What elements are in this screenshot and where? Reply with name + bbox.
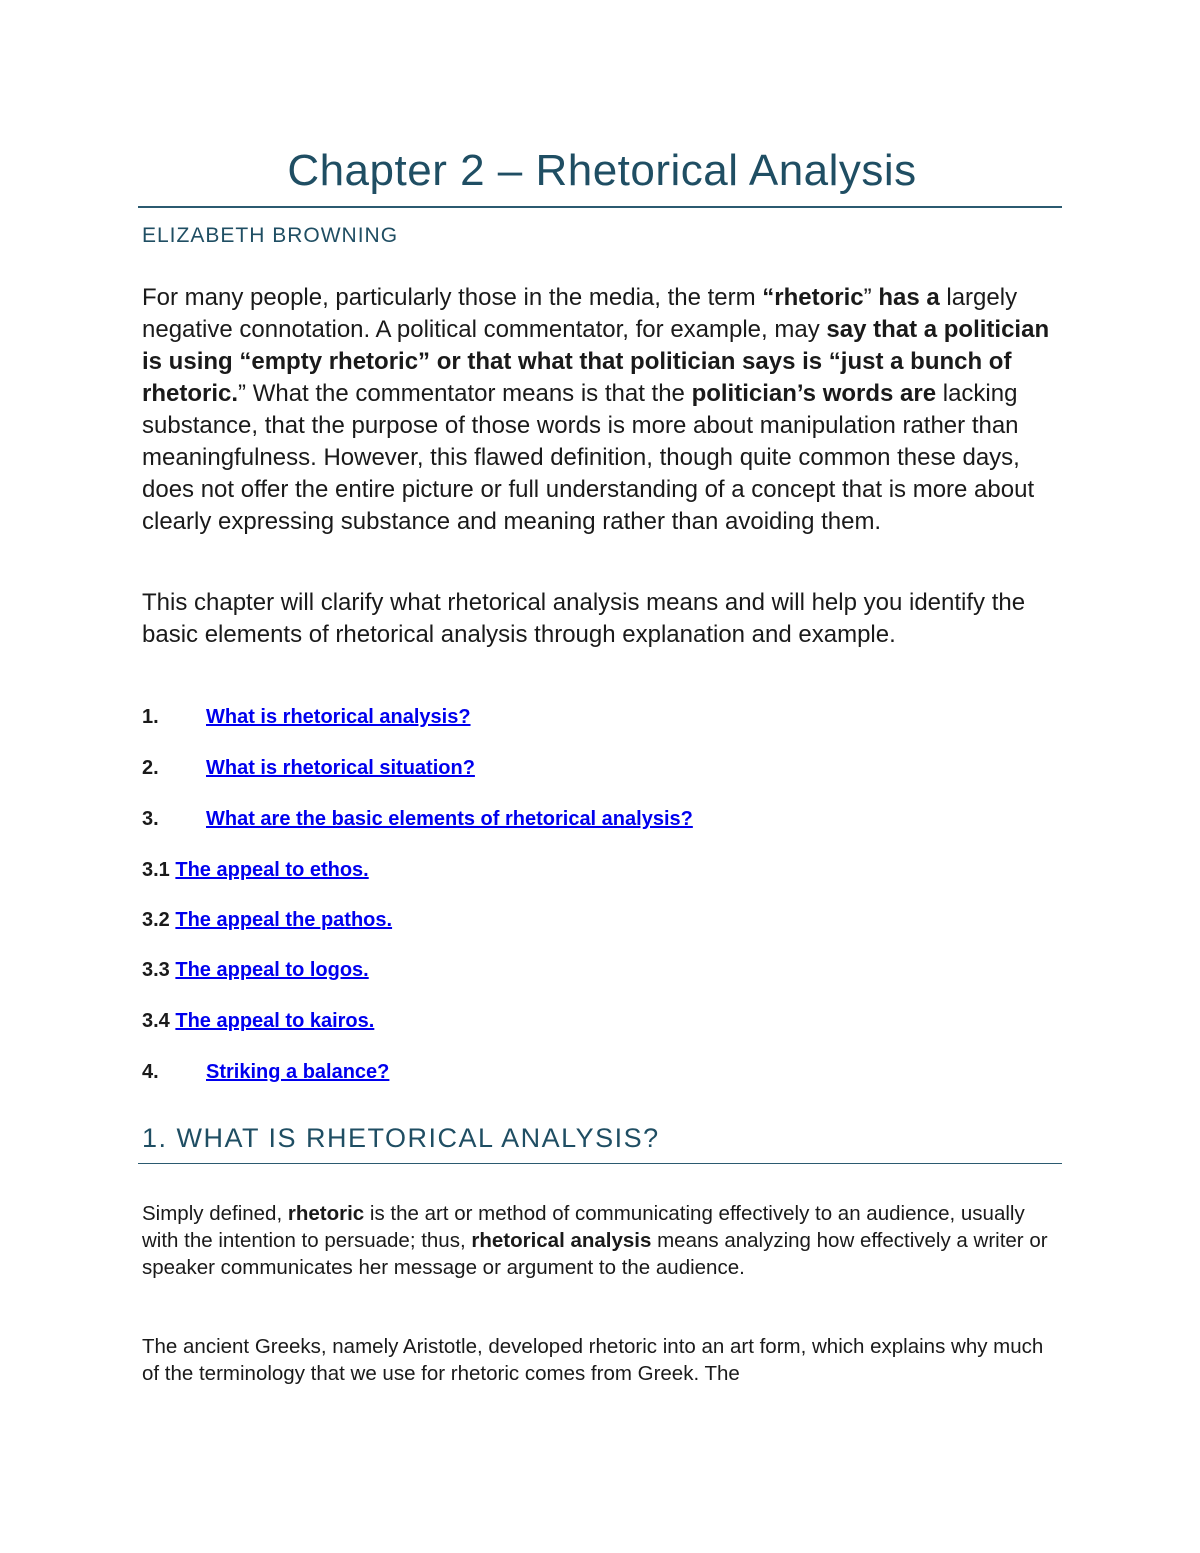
- text-run-bold: rhetoric: [287, 1202, 365, 1225]
- toc-number: 3.1: [142, 859, 170, 881]
- section-paragraph-1: [142, 1200, 1062, 1281]
- text-run-bold: “rhetoric: [762, 284, 864, 311]
- toc-link-logos[interactable]: The appeal to logos.: [175, 959, 369, 981]
- text-run: means analyzing how effectively a writer or speaker communicates her message or argument to the audience.: [142, 1229, 1048, 1279]
- toc-link-kairos[interactable]: The appeal to kairos.: [175, 1010, 375, 1032]
- toc-number: 1.: [142, 706, 159, 728]
- toc-item-3-1: [142, 856, 1042, 884]
- toc-link-ethos[interactable]: The appeal to ethos.: [175, 859, 369, 881]
- toc-number: 3.2: [142, 909, 170, 931]
- text-run: lacking substance, that the purpose of those words is more about manipulation rather than meaningfulness. However, this flawed definition, though quite common these days, does not offer the entire picture or full understanding of a concept that is more about clearly expressing substance and meaning rather than avoiding them.: [142, 380, 1035, 535]
- toc-number: 2.: [142, 757, 159, 779]
- section-paragraph-2: The ancient Greeks, namely Aristotle, developed rhetoric into an art form, which explains why much of the terminology that we use for rhetoric comes from Greek. The: [142, 1335, 1044, 1385]
- toc-link-striking-a-balance[interactable]: Striking a balance?: [206, 1061, 390, 1083]
- section-heading: 1. WHAT IS RHETORICAL ANALYSIS?: [142, 1123, 660, 1153]
- toc-item-1: [142, 703, 1042, 731]
- toc-item-4: [142, 1058, 1042, 1086]
- toc-item-3-2: [142, 906, 1042, 934]
- page-title: Chapter 2 – Rhetorical Analysis: [287, 146, 917, 195]
- text-run: ” What the commentator means is that the: [238, 380, 692, 407]
- toc-link-rhetorical-situation[interactable]: What is rhetorical situation?: [206, 757, 475, 779]
- toc-link-basic-elements[interactable]: What are the basic elements of rhetorical analysis?: [206, 808, 693, 830]
- intro-paragraph-2: This chapter will clarify what rhetorical analysis means and will help you identify the basic elements of rhetorical analysis through explanation and example.: [142, 589, 1026, 648]
- text-run: largely negative connotation. A political commentator, for example, may: [142, 284, 1018, 343]
- text-run: For many people, particularly those in the media, the term: [142, 284, 763, 311]
- text-run-bold: rhetorical analysis: [471, 1229, 652, 1252]
- toc-number: 3.3: [142, 959, 170, 981]
- section-divider: [138, 1163, 1062, 1164]
- toc-link-pathos[interactable]: The appeal the pathos.: [175, 909, 393, 931]
- author-name: ELIZABETH BROWNING: [142, 224, 399, 247]
- title-divider: [138, 206, 1062, 208]
- toc-link-what-is-rhetorical-analysis[interactable]: What is rhetorical analysis?: [206, 706, 471, 728]
- toc-item-2: [142, 754, 1042, 782]
- intro-paragraph-1: [142, 282, 1062, 538]
- toc-item-3: [142, 805, 1042, 833]
- text-run: Simply defined,: [142, 1202, 288, 1225]
- toc-item-3-3: [142, 956, 1042, 984]
- toc-number: 3.4: [142, 1010, 170, 1032]
- text-run: is the art or method of communicating effectively to an audience, usually with the intention to persuade; thus,: [142, 1202, 1025, 1252]
- toc-number: 4.: [142, 1061, 159, 1083]
- toc-item-3-4: [142, 1007, 1042, 1035]
- toc-number: 3.: [142, 808, 159, 830]
- text-run-bold: say that a politician is using “empty rhetoric” or that what that politician says is “just a bunch of rhetoric.: [142, 316, 1050, 407]
- text-run-bold: has a: [878, 284, 940, 311]
- text-run-bold: politician’s words are: [691, 380, 943, 407]
- text-run: ”: [863, 284, 879, 311]
